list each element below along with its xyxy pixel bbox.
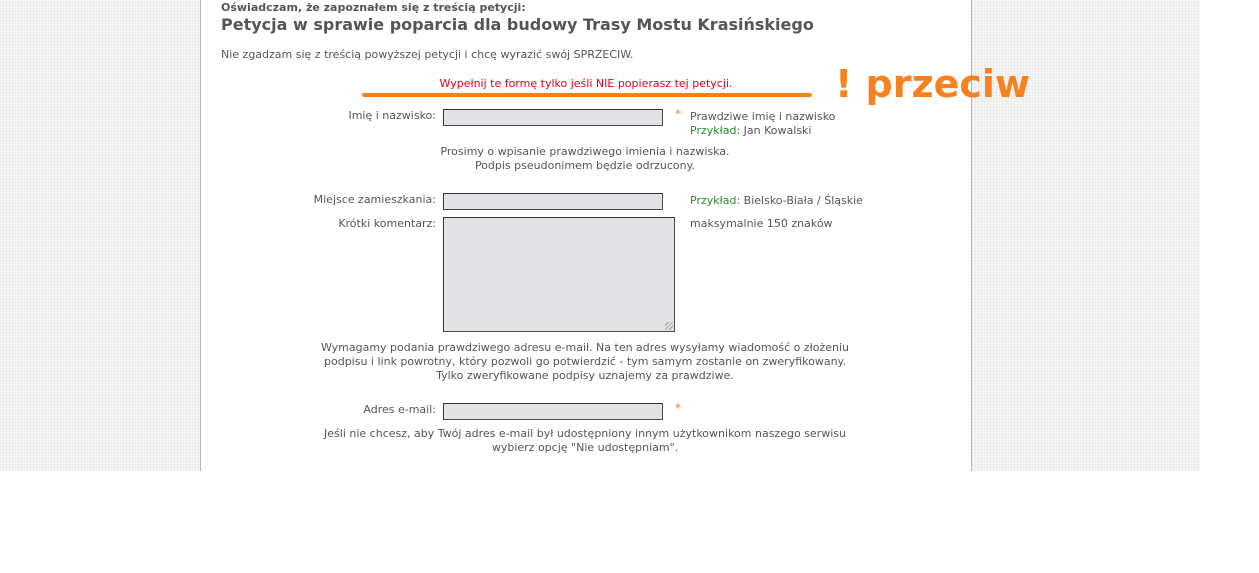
intro-text: Nie zgadzam się z treścią powyższej petycji i chcę wyrazić swój SPRZECIW.: [221, 48, 634, 61]
comment-label: Krótki komentarz:: [338, 217, 436, 230]
name-example-value: Jan Kowalski: [743, 124, 812, 137]
email-input[interactable]: [443, 403, 663, 420]
email-label: Adres e-mail:: [363, 403, 436, 416]
email-note-line2: podpisu i link powrotny, który pozwoli go potwierdzić - tym samym zostanie on zweryfikowany.: [324, 355, 846, 368]
comment-textarea[interactable]: [443, 217, 675, 332]
resize-grip-icon[interactable]: [665, 322, 673, 330]
email-note-line3: Tylko zweryfikowane podpisy uznajemy za prawdziwe.: [436, 369, 734, 382]
declaration-text: Oświadczam, że zapoznałem się z treścią petycji:: [221, 1, 526, 14]
name-example-label: Przykład:: [690, 124, 741, 137]
annotation-label: ! przeciw: [835, 62, 1031, 106]
residence-example: [690, 194, 863, 207]
email-note-line1: Wymagamy podania prawdziwego adresu e-mail. Na ten adres wysyłamy wiadomość o złożeniu: [320, 341, 850, 354]
residence-input[interactable]: [443, 193, 663, 210]
share-note-line2: wybierz opcję "Nie udostępniam".: [491, 441, 679, 454]
name-note-line1: Prosimy o wpisanie prawdziwego imienia i nazwiska.: [440, 145, 730, 158]
email-note: [300, 341, 870, 383]
warning-text: Wypełnij te formę tylko jeśli NIE popierasz tej petycji.: [439, 77, 733, 90]
petition-title: Petycja w sprawie poparcia dla budowy Trasy Mostu Krasińskiego: [221, 15, 814, 34]
comment-hint: maksymalnie 150 znaków: [690, 217, 833, 230]
email-required-mark: *: [675, 401, 681, 415]
share-note-line1: Jeśli nie chcesz, aby Twój adres e-mail był udostępniony innym użytkownikom naszego serwisu: [324, 427, 846, 440]
name-note: [300, 145, 870, 173]
residence-example-value: Bielsko-Biała / Śląskie: [743, 194, 863, 207]
name-label: Imię i nazwisko:: [348, 109, 436, 122]
name-note-line2: Podpis pseudonimem będzie odrzucony.: [474, 159, 696, 172]
name-input[interactable]: [443, 109, 663, 126]
name-required-mark: *: [675, 107, 681, 121]
residence-example-label: Przykład:: [690, 194, 741, 207]
share-note: [300, 427, 870, 455]
annotation-underline: [362, 93, 812, 97]
name-hint: Prawdziwe imię i nazwisko: [690, 110, 836, 123]
residence-label: Miejsce zamieszkania:: [313, 193, 436, 206]
name-example: [690, 124, 811, 137]
